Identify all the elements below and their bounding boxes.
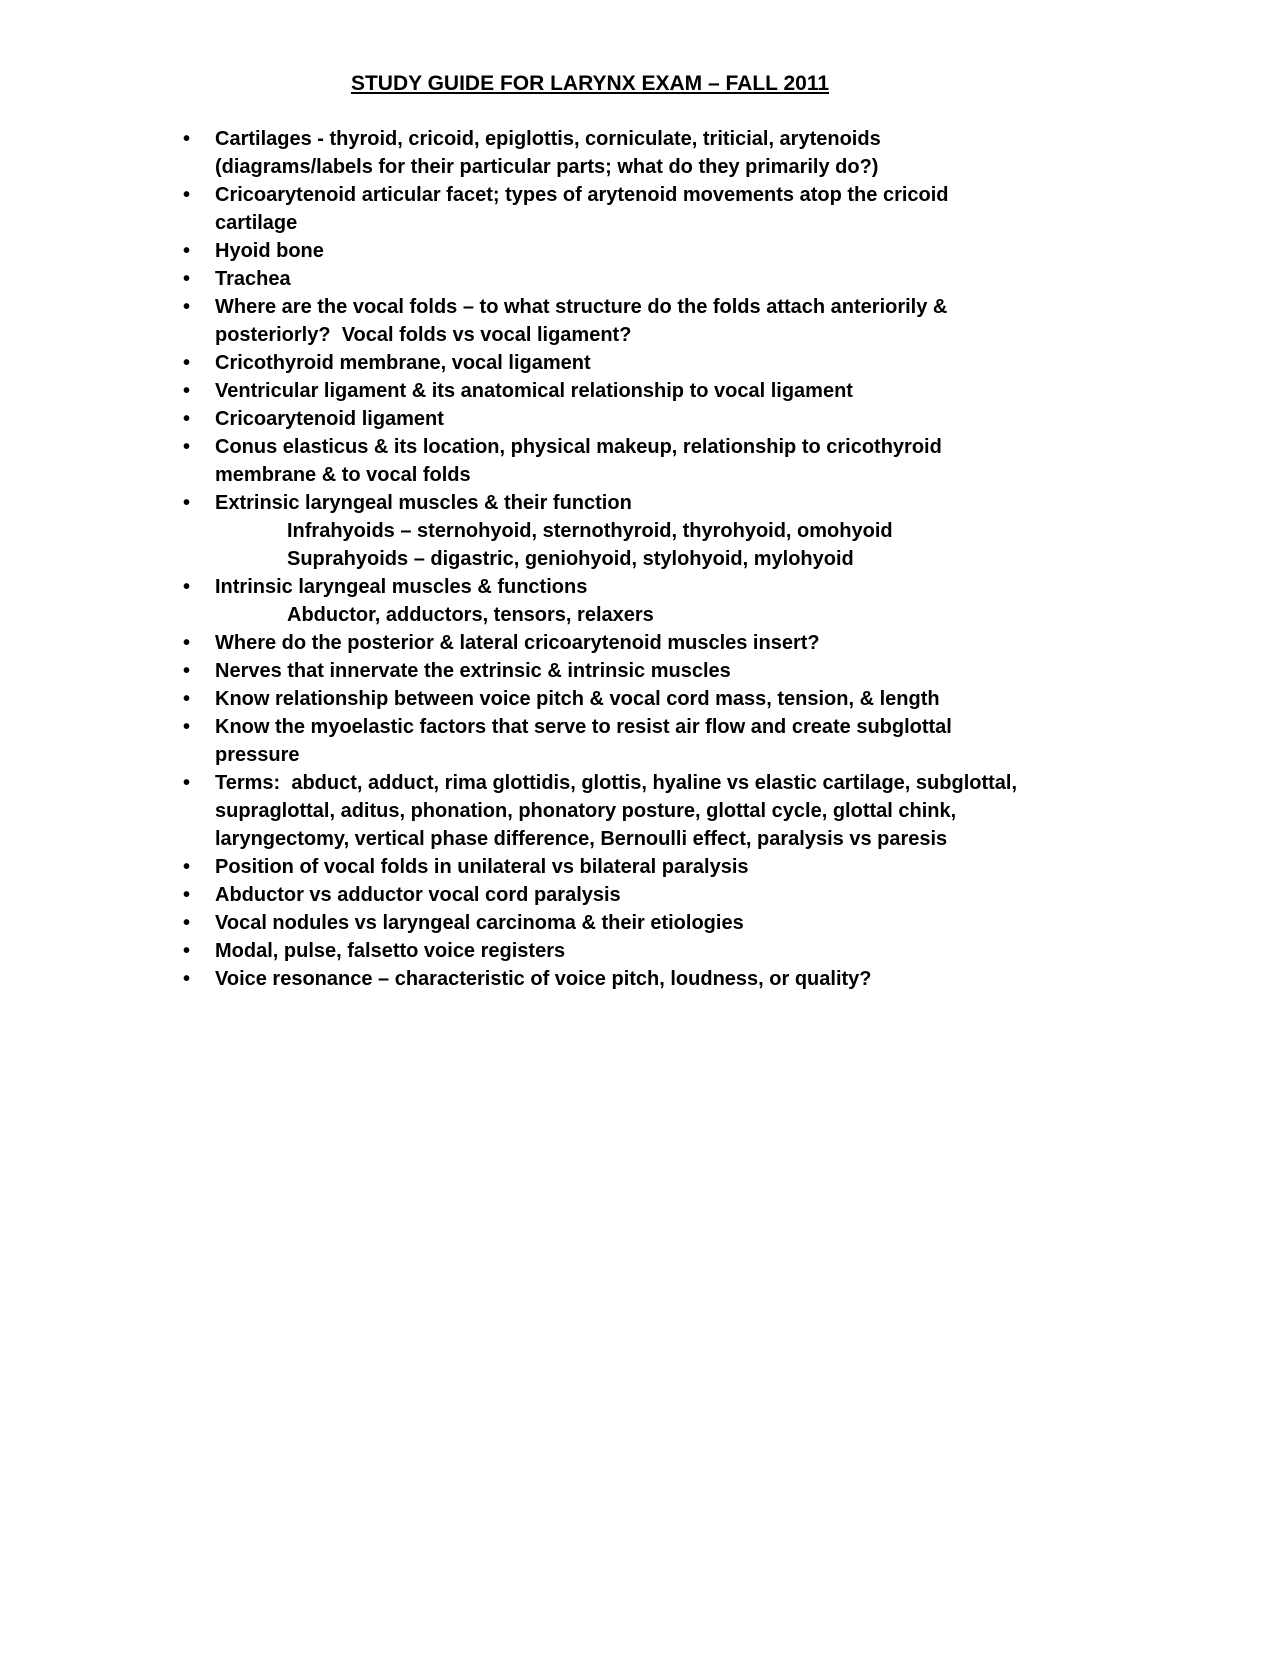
list-item-text: Cricoarytenoid articular facet; types of arytenoid movements atop the cricoid cartilage (215, 184, 955, 234)
list-item (215, 685, 1033, 713)
list-item-text: Conus elasticus & its location, physical makeup, relationship to cricothyroid membrane & to vocal folds (215, 436, 948, 486)
list-item-text: Know relationship between voice pitch & vocal cord mass, tension, & length (215, 688, 940, 710)
list-item-text: Ventricular ligament & its anatomical relationship to vocal ligament (215, 380, 853, 402)
list-item-text: Vocal nodules vs laryngeal carcinoma & their etiologies (215, 912, 744, 934)
list-item (215, 265, 1033, 293)
list-item (215, 377, 1033, 405)
sub-line: Abductor, adductors, tensors, relaxers (287, 604, 654, 626)
list-item (215, 405, 1033, 433)
list-item-text: Cricoarytenoid ligament (215, 408, 444, 430)
study-guide-list (0, 125, 1280, 993)
list-item (215, 629, 1033, 657)
list-item-text: Extrinsic laryngeal muscles & their function (215, 492, 632, 514)
list-item-text: Voice resonance – characteristic of voice pitch, loudness, or quality? (215, 968, 872, 990)
list-item-text: Where do the posterior & lateral cricoarytenoid muscles insert? (215, 632, 820, 654)
list-item-text: Trachea (215, 268, 291, 290)
list-item (215, 349, 1033, 377)
list-item-text: Abductor vs adductor vocal cord paralysis (215, 884, 621, 906)
list-item-text: Cartilages - thyroid, cricoid, epiglottis, corniculate, triticial, arytenoids (diagrams/labels for their particular parts; what do they primarily do?) (215, 128, 887, 178)
list-item (215, 489, 1033, 573)
list-item-text: Hyoid bone (215, 240, 324, 262)
list-item (215, 293, 1033, 349)
list-item (215, 881, 1033, 909)
list-item-text: Terms: abduct, adduct, rima glottidis, glottis, hyaline vs elastic cartilage, subglottal, supraglottal, aditus, phonation, phonatory posture, glottal cycle, glottal chink, laryngectomy, vertical phase difference, Bernoulli effect, paralysis vs paresis (215, 772, 1023, 850)
list-item (215, 573, 1033, 629)
list-item-text: Cricothyroid membrane, vocal ligament (215, 352, 591, 374)
list-item (215, 237, 1033, 265)
list-item (215, 713, 1033, 769)
list-item (215, 937, 1033, 965)
list-item (215, 853, 1033, 881)
list-item-text: Intrinsic laryngeal muscles & functions (215, 576, 588, 598)
sub-line: Infrahyoids – sternohyoid, sternothyroid, thyrohyoid, omohyoid (287, 520, 893, 542)
list-item (215, 769, 1033, 853)
list-item (215, 657, 1033, 685)
list-item-text: Know the myoelastic factors that serve to resist air flow and create subglottal pressure (215, 716, 958, 766)
list-item (215, 433, 1033, 489)
document-title: STUDY GUIDE FOR LARYNX EXAM – FALL 2011 (350, 72, 830, 95)
list-item (215, 909, 1033, 937)
list-item-text: Modal, pulse, falsetto voice registers (215, 940, 566, 962)
list-item (215, 125, 1033, 181)
list-item-text: Where are the vocal folds – to what structure do the folds attach anteriorily & posteriorly? Vocal folds vs vocal ligament? (215, 296, 953, 346)
list-item-text: Nerves that innervate the extrinsic & intrinsic muscles (215, 660, 731, 682)
list-item (215, 181, 1033, 237)
list-item (215, 965, 1033, 993)
sub-line: Suprahyoids – digastric, geniohyoid, stylohyoid, mylohyoid (287, 548, 854, 570)
list-item-text: Position of vocal folds in unilateral vs bilateral paralysis (215, 856, 749, 878)
